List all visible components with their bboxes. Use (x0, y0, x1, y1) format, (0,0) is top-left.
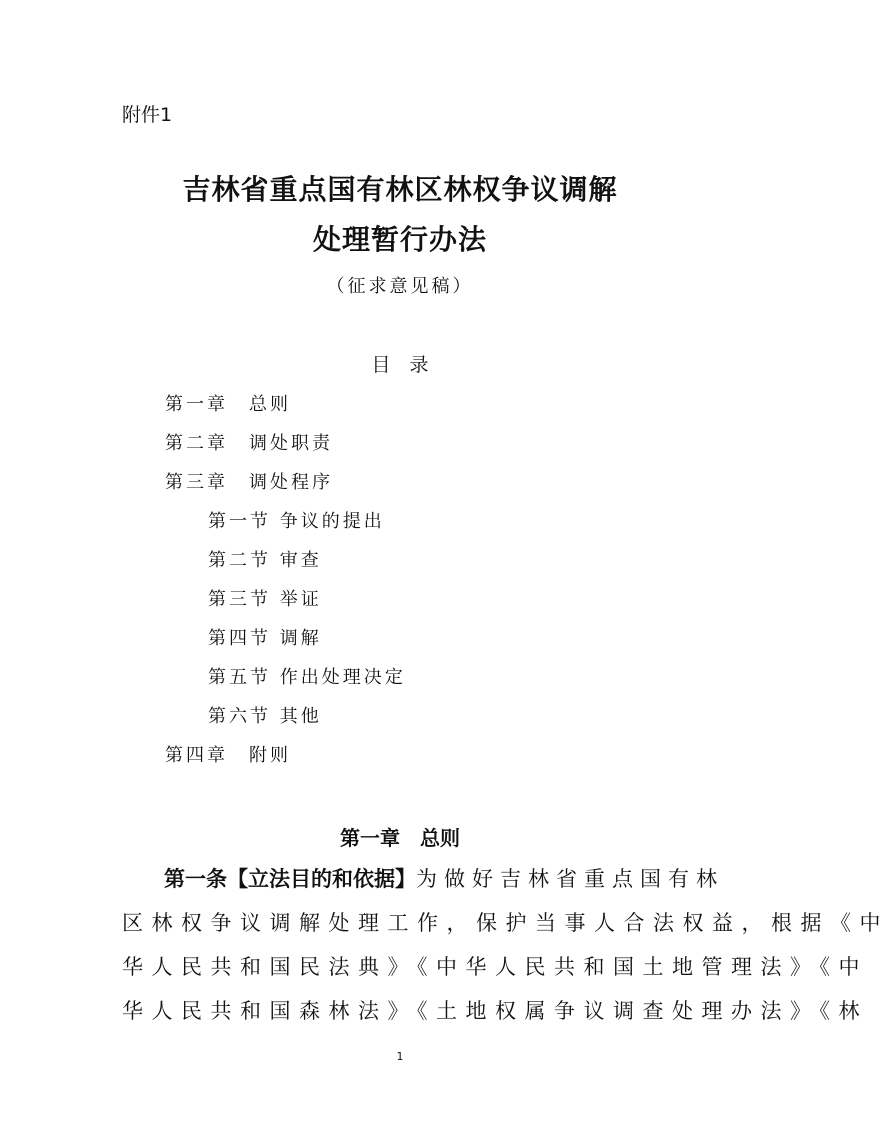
page-number: 1 (396, 1050, 404, 1063)
attachment-label: 附件1 (122, 104, 173, 126)
toc-item: 第二节 审查 (208, 550, 322, 571)
toc-item: 第三节 举证 (208, 589, 322, 610)
toc-item: 第五节 作出处理决定 (208, 667, 406, 688)
toc-item: 第四节 调解 (208, 628, 322, 649)
toc-item: 第一章 总则 (165, 394, 291, 415)
body-text-line: 为做好吉林省重点国有林 (416, 867, 724, 891)
toc-item: 第四章 附则 (165, 745, 291, 766)
article-label: 第一条【立法目的和依据】 (164, 867, 416, 891)
document-title-line-2: 处理暂行办法 (312, 223, 487, 256)
document-subtitle: （征求意见稿） (326, 276, 474, 297)
body-text-line: 区林权争议调解处理工作，保护当事人合法权益，根据《中 (122, 911, 889, 935)
body-text-line: 华人民共和国民法典》《中华人民共和国土地管理法》《中 (122, 955, 868, 979)
chapter-heading: 第一章 总则 (340, 826, 460, 850)
toc-item: 第一节 争议的提出 (208, 511, 385, 532)
body-text-line: 华人民共和国森林法》《土地权属争议调查处理办法》《林 (122, 999, 868, 1023)
toc-item: 第二章 调处职责 (165, 433, 333, 454)
toc-heading: 目 录 (371, 354, 429, 376)
toc-item: 第六节 其他 (208, 706, 322, 727)
article-1-first-line (164, 863, 724, 893)
document-title-line-1: 吉林省重点国有林区林权争议调解 (182, 173, 618, 206)
toc-item: 第三章 调处程序 (165, 472, 333, 493)
